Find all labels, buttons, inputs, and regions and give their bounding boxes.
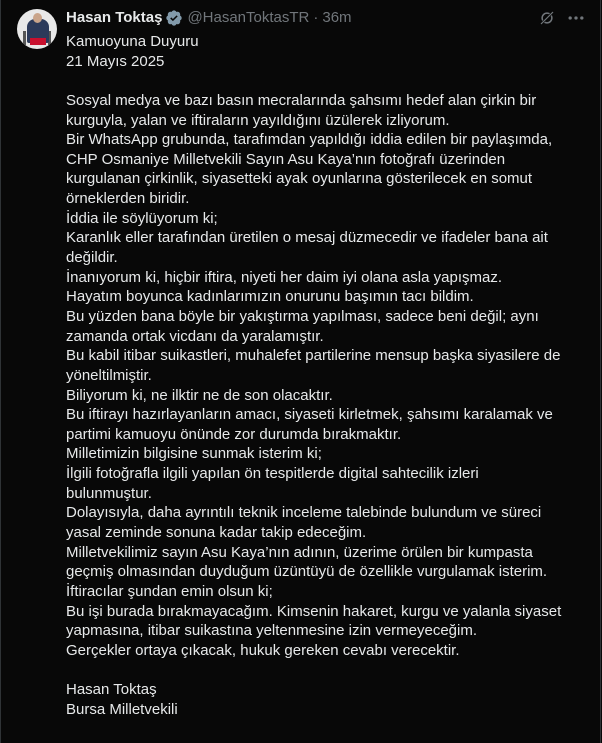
tweet-text-line: Hayatım boyunca kadınlarımızın onurunu başımın tacı bildim. bbox=[66, 288, 474, 306]
tweet-text-line: örneklerden biridir. bbox=[66, 190, 190, 208]
tweet-text-line: Dolayısıyla, daha ayrıntılı teknik inceleme talebinde bulundum ve süreci bbox=[66, 504, 542, 522]
tweet-text-line: Sosyal medya ve bazı basın mecralarında şahsımı hedef alan çirkin bir bbox=[66, 91, 537, 109]
tweet-text-line: yapmasına, itibar suikastına yeltenmesine izin vermeyeceğim. bbox=[66, 622, 478, 640]
left-border bbox=[0, 0, 1, 743]
tweet-text-line: Biliyorum ki, ne ilktir ne de son olacaktır. bbox=[66, 386, 333, 404]
tweet-text-line: yöneltilmiştir. bbox=[66, 366, 152, 384]
verified-badge-icon[interactable] bbox=[165, 9, 183, 27]
tweet-text-line: Bu yüzden bana böyle bir yakıştırma yapılması, sadece beni değil; aynı bbox=[66, 307, 539, 325]
tweet-text-line: Bu işi burada bırakmayacağım. Kimsenin hakaret, kurgu ve yalanla siyaset bbox=[66, 602, 562, 620]
avatar-flag bbox=[30, 38, 46, 45]
tweet-text-line: İftiracılar şundan emin olsun ki; bbox=[66, 582, 273, 600]
right-border bbox=[600, 0, 601, 743]
author-handle[interactable]: @HasanToktasTR bbox=[187, 9, 310, 26]
tweet-text-line: Milletimizin bilgisine sunmak isterim ki; bbox=[66, 445, 322, 463]
avatar-head bbox=[33, 13, 42, 23]
tweet-text-line: 21 Mayıs 2025 bbox=[66, 52, 165, 70]
tweet-text-line: kurguyla, yalan ve iftiraların yayıldığını üzülerek izliyorum. bbox=[66, 111, 450, 129]
tweet-text-line: değildir. bbox=[66, 249, 118, 267]
tweet-text-line: bulunmuştur. bbox=[66, 484, 152, 502]
avatar[interactable] bbox=[17, 9, 57, 49]
tweet-text-line: Hasan Toktaş bbox=[66, 681, 157, 699]
tweet-text-line bbox=[66, 661, 596, 681]
tweet-text-line: Kamuoyuna Duyuru bbox=[66, 33, 199, 50]
tweet-text-line: İnanıyorum ki, hiçbir iftira, niyeti her daim iyi olana asla yapışmaz. bbox=[66, 268, 503, 286]
tweet-text-line: partimi kamuoyu önünde zor durumda bırakmaktır. bbox=[66, 425, 402, 443]
tweet-text-line: Bu kabil itibar suikastleri, muhalefet partilerine mensup başka siyasilere de bbox=[66, 347, 561, 365]
tweet-time[interactable]: 36m bbox=[322, 9, 352, 26]
tweet-header bbox=[66, 8, 352, 28]
tweet-text-line: İddia ile söylüyorum ki; bbox=[66, 209, 218, 227]
tweet-text-line: Bu iftirayı hazırlayanların amacı, siyaseti kirletmek, şahsımı karalamak ve bbox=[66, 406, 553, 424]
tweet-text-line: Bursa Milletvekili bbox=[66, 700, 178, 718]
tweet-text-line: İlgili fotoğrafla ilgili yapılan ön tespitlerde digital sahtecilik izleri bbox=[66, 465, 479, 483]
tweet-text-line: Bir WhatsApp grubunda, tarafımdan yapıldığı iddia edilen bir paylaşımda, bbox=[66, 131, 553, 149]
author-name[interactable]: Hasan Toktaş bbox=[66, 9, 163, 26]
tweet-text bbox=[66, 32, 596, 719]
grok-icon[interactable] bbox=[538, 9, 556, 27]
tweet-text-line: Gerçekler ortaya çıkacak, hukuk gereken cevabı verecektir. bbox=[66, 641, 460, 659]
tweet-text-line: Milletvekilimiz sayın Asu Kaya’nın adının, üzerime örülen bir kumpasta bbox=[66, 543, 533, 561]
more-options-icon[interactable] bbox=[566, 8, 586, 28]
tweet-text-line: kurgulanan çirkinlik, siyasetteki ayak oyunlarına gösterilecek en somut bbox=[66, 170, 533, 188]
tweet-text-line: geçmiş olmasından duyduğum üzüntüyü de özellikle vurgulamak isterim. bbox=[66, 563, 548, 581]
separator-dot: · bbox=[313, 9, 319, 26]
tweet-text-line bbox=[66, 71, 596, 91]
tweet-text-line: Karanlık eller tarafından üretilen o mesaj düzmecedir ve ifadeler bana ait bbox=[66, 229, 548, 247]
avatar-chair-left bbox=[23, 31, 26, 45]
tweet-text-line: CHP Osmaniye Milletvekili Sayın Asu Kaya’nın fotoğrafı üzerinden bbox=[66, 150, 506, 168]
tweet-text-line: zamanda ortak vicdanı da yaralamıştır. bbox=[66, 327, 324, 345]
tweet-text-line: yasal zeminde sonuna kadar takip edeceğim. bbox=[66, 524, 367, 542]
